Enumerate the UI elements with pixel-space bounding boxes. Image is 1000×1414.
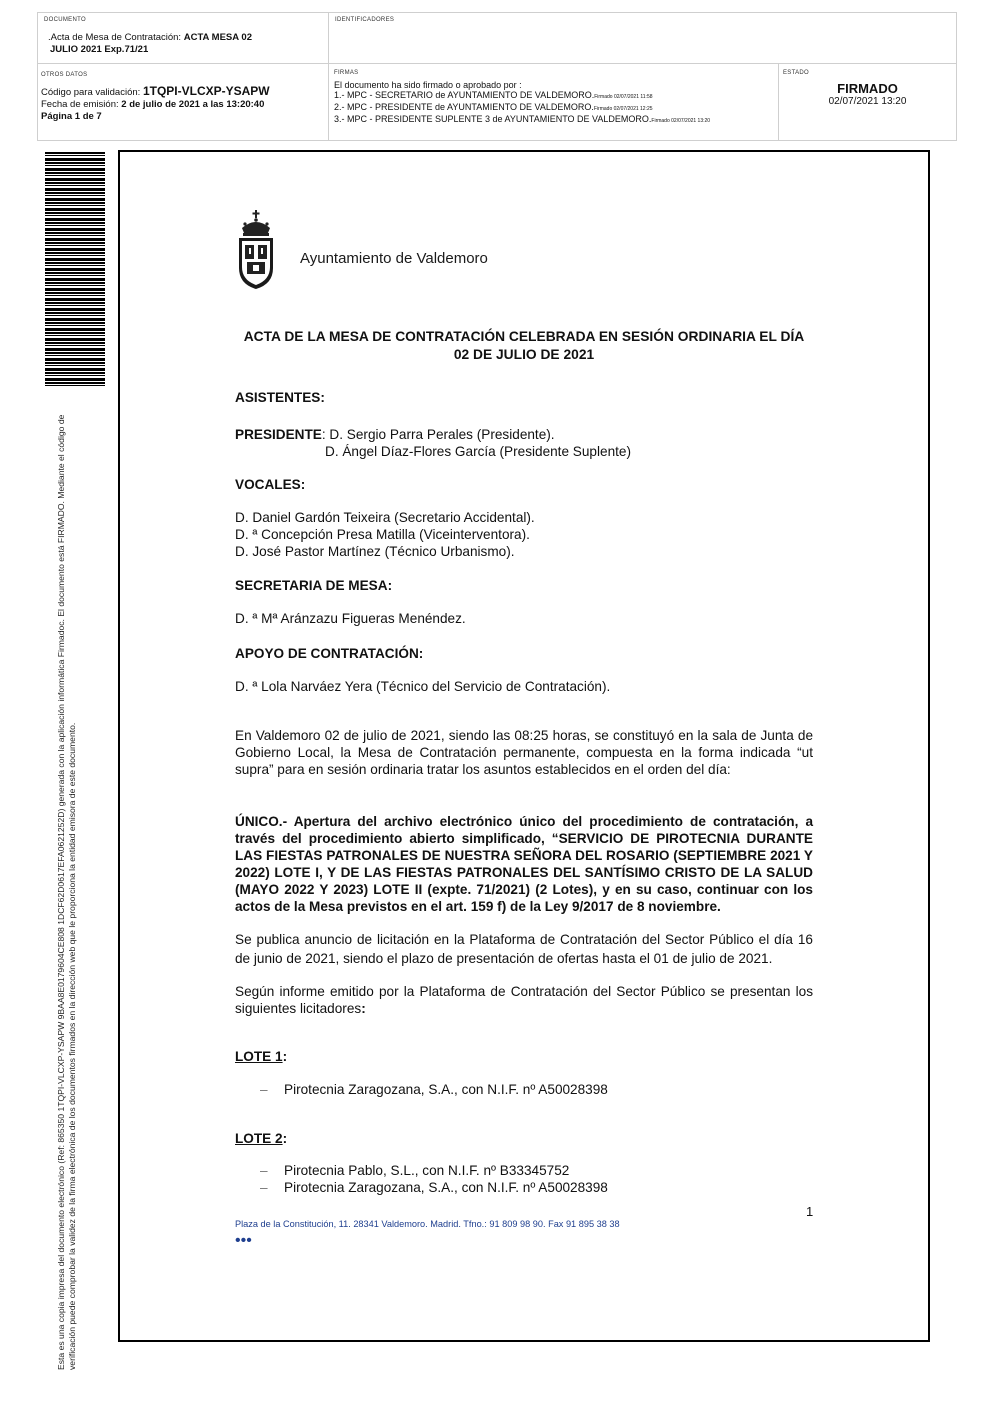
informe-colon: : [361,1001,366,1016]
unico-paragraph: ÚNICO.- Apertura del archivo electrónico único del procedimiento de contratación, a través del procedimiento abierto simplificado, “SERVICIO DE PIROTECNIA DURANTE LAS FIESTAS PATRONALES DE NUESTRA SEÑORA DEL ROSARIO (SEPTIEMBRE 2021 Y 2022) LOTE I, Y DE LAS FIESTAS PATRONALES DEL SANTÍSIMO CRISTO DE LA SALUD (MAYO 2022 Y 2023) LOTE II (expte. 71/2021) (2 Lotes), y en su caso, continuar con los actos de la Mesa previstos en el art. 159 f) de la Ley 9/2017 de 8 noviembre. [235,814,813,914]
page-number: 1 [806,1204,814,1219]
vocales-list [235,509,813,560]
firma-3-text: 3.- MPC - PRESIDENTE SUPLENTE 3 de AYUNTAMIENTO DE VALDEMORO. [334,114,652,124]
documento-prefix: .Acta de Mesa de Contratación: [48,32,184,43]
firma-2-stamp: Firmado 02/07/2021 12:25 [593,106,653,112]
secretaria-heading: SECRETARIA DE MESA: [235,578,393,593]
documento-acta: ACTA MESA 02 [183,32,252,43]
document-page [118,150,930,1342]
pagina-indicator: Página 1 de 7 [41,111,102,122]
firma-2 [334,102,710,114]
informe-text: Según informe emitido por la Plataforma de Contratación del Sector Público se presentan los siguientes licitadores [235,984,813,1016]
firma-1-stamp: Firmado 02/07/2021 11:58 [594,94,653,100]
estado-cell [778,64,956,140]
barcode [45,152,105,388]
codigo-label: Código para validación: [41,87,143,98]
anuncio-paragraph: Se publica anuncio de licitación en la Plataforma de Contratación del Sector Público el día 16 de junio de 2021, siendo el plazo de presentación de ofertas hasta el 01 de julio de 2021. [235,932,813,966]
informe-paragraph [235,983,813,1017]
coat-of-arms-icon [237,210,275,290]
documento-cell [38,13,328,63]
vocal-item: D. José Pastor Martínez (Técnico Urbanismo). [235,544,515,559]
firmas-intro: El documento ha sido firmado o aprobado por : [334,80,522,90]
documento-label: DOCUMENTO [44,17,86,23]
lote2-colon: : [282,1131,288,1146]
footer-address: Plaza de la Constitución, 11. 28341 Valdemoro. Madrid. Tfno.: 91 809 98 90. Fax 91 895 38 38 [235,1219,620,1229]
list-item: – Pirotecnia Zaragozana, S.A., con N.I.F. nº A50028398 [260,1179,813,1196]
identificadores-label: IDENTIFICADORES [335,17,395,23]
estado-value: FIRMADO [837,81,898,96]
secretaria-name: D. ª Mª Aránzazu Figueras Menéndez. [235,611,466,626]
vocal-item: D. ª Concepción Presa Matilla (Viceinterventora). [235,527,530,542]
firma-1-text: 1.- MPC - SECRETARIO de AYUNTAMIENTO DE VALDEMORO. [334,90,595,100]
organization-name: Ayuntamiento de Valdemoro [300,250,488,267]
firma-1 [334,90,710,102]
side-text-line-2: verificación puede comprobar la validez de la firma electrónica de los documentos firmados en la dirección web que le proporciona la entidad emisora de este documento. [67,722,77,1370]
lote2-label: LOTE 2 [235,1131,283,1146]
firmas-cell [328,64,778,140]
header-row-document [37,12,957,64]
codigo-value[interactable]: 1TQPI-VLCXP-YSAPW [142,84,270,98]
lote1-colon: : [282,1049,288,1064]
list-item: – Pirotecnia Pablo, S.L., con N.I.F. nº B33345752 [260,1162,813,1179]
fecha-emision [41,99,270,111]
documento-expediente: JULIO 2021 Exp.71/21 [50,44,149,55]
lote2-list [235,1162,813,1196]
intro-paragraph: En Valdemoro 02 de julio de 2021, siendo las 08:25 horas, se constituyó en la sala de Junta de Gobierno Local, la Mesa de Contratación permanente, compuesta en la forma indicada “ut supra” para en sesión ordinaria tratar los asuntos establecidos en el orden del día: [235,728,813,777]
lote1-label: LOTE 1 [235,1049,283,1064]
lote1-heading [235,1048,813,1065]
lote1-list [235,1081,813,1098]
header-row-metadata [37,64,957,141]
presidente-name: : D. Sergio Parra Perales (Presidente). [321,427,555,442]
presidente-label: PRESIDENTE [235,427,322,442]
list-item: – Pirotecnia Zaragozana, S.A., con N.I.F. nº A50028398 [260,1081,813,1098]
side-verification-text [56,414,78,1370]
estado-label: ESTADO [783,70,810,76]
fecha-value: 2 de julio de 2021 a las 13:20:40 [121,99,265,110]
vocal-item: D. Daniel Gardón Teixeira (Secretario Accidental). [235,510,535,525]
presidente-line-1 [235,426,813,443]
footer-dots: ••• [235,1232,252,1249]
otros-datos-cell [38,64,328,140]
firma-2-text: 2.- MPC - PRESIDENTE de AYUNTAMIENTO DE VALDEMORO. [334,102,594,112]
apoyo-name: D. ª Lola Narváez Yera (Técnico del Servicio de Contratación). [235,679,611,694]
firma-3 [334,114,710,126]
document-title: ACTA DE LA MESA DE CONTRATACIÓN CELEBRADA EN SESIÓN ORDINARIA EL DÍA 02 DE JULIO DE 2021 [243,329,805,362]
firma-3-stamp: Firmado 02/07/2021 13:20 [651,118,711,124]
document-body [235,328,813,1196]
estado-date: 02/07/2021 13:20 [828,96,907,107]
asistentes-heading: ASISTENTES: [235,390,325,405]
otros-datos-label: OTROS DATOS [41,72,88,78]
codigo-validacion [41,85,270,99]
presidente-line-2: D. Ángel Díaz-Flores García (Presidente Suplente) [325,444,631,459]
side-text-line-1: Esta es una copia impresa del documento electrónico (Ref: 865350 1TQPI-VLCXP-YSAPW 9BAA8E0179604CE808 1DCF62D0617EFA0621252D) generada con la aplicación informática Firmadoc. El documento está FIRMADO. Mediante el código de [56,414,66,1370]
vocales-heading: VOCALES: [235,477,306,492]
identificadores-cell [328,13,956,63]
lote2-heading [235,1130,813,1147]
documento-name [48,32,288,56]
fecha-label: Fecha de emisión: [41,99,122,110]
firmas-label: FIRMAS [334,70,359,76]
apoyo-heading: APOYO DE CONTRATACIÓN: [235,646,424,661]
